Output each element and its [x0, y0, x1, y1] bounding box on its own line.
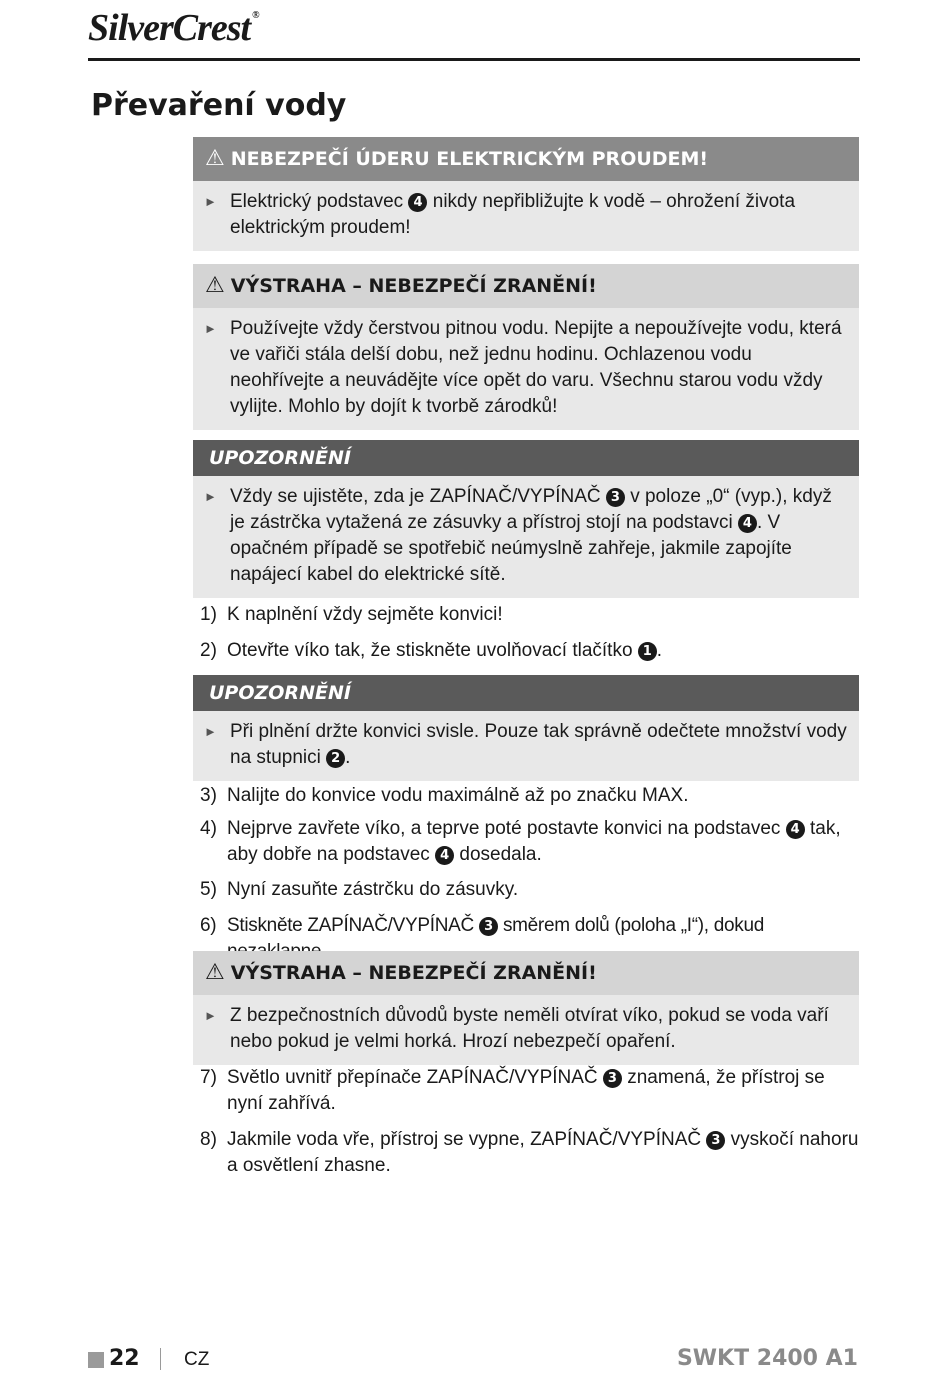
warning-body: ► Z bezpečnostních důvodů byste neměli otvírat víko, pokud se voda vaří nebo pokud je velmi horká. Hrozí nebezpečí opaření. — [204, 1005, 829, 1052]
warning-heading-text: VÝSTRAHA – NEBEZPEČÍ ZRANĚNÍ! — [230, 275, 597, 297]
warning-triangle-icon: ⚠ — [205, 960, 225, 985]
step-number: 4) — [200, 818, 217, 839]
ref-number-badge: 3 — [479, 917, 498, 936]
warning-heading — [193, 951, 859, 995]
warning-triangle-icon: ⚠ — [205, 273, 225, 298]
registered-mark: ® — [252, 10, 259, 21]
notice-body: ► Vždy se ujistěte, zda je ZAPÍNAČ/VYPÍNAČ 3 v poloze „0“ (vyp.), když je zástrčka vytažená ze zásuvky a přístroj stojí na podstavci 4 . V opačném případě se spotřebič neúmyslně zahřeje, jakmile zapojíte napájecí kabel do elektrické sítě. — [204, 486, 832, 585]
ref-number-badge: 3 — [606, 488, 625, 507]
brand-logo — [88, 6, 259, 50]
page-header — [88, 6, 860, 61]
ref-number-badge: 4 — [435, 846, 454, 865]
danger-heading — [193, 137, 859, 181]
notice-box — [193, 440, 859, 598]
step-number: 6) — [200, 915, 217, 936]
notice-heading: UPOZORNĚNÍ — [193, 440, 859, 476]
ref-number-badge: 1 — [638, 642, 657, 661]
step-number: 1) — [200, 604, 217, 625]
notice-heading: UPOZORNĚNÍ — [193, 675, 859, 711]
page-number: 22 — [109, 1346, 140, 1371]
footer-square-marker — [88, 1352, 104, 1368]
step-2: 2) Otevřte víko tak, že stiskněte uvolňovací tlačítko 1 . — [200, 638, 864, 664]
ref-number-badge: 3 — [603, 1069, 622, 1088]
bullet-arrow-icon: ► — [204, 489, 217, 504]
language-code: CZ — [184, 1349, 210, 1370]
warning-heading — [193, 264, 859, 308]
ref-number-badge: 4 — [408, 193, 427, 212]
step-text: Nyní zasuňte zástrčku do zásuvky. — [227, 879, 519, 900]
bullet-arrow-icon: ► — [204, 321, 217, 336]
warning-heading-text: VÝSTRAHA – NEBEZPEČÍ ZRANĚNÍ! — [230, 962, 597, 984]
step-text: K naplnění vždy sejměte konvici! — [227, 604, 503, 625]
ref-number-badge: 4 — [738, 514, 757, 533]
danger-body: ► Elektrický podstavec 4 nikdy nepřibližujte k vodě – ohrožení života elektrickým proudem! — [204, 191, 796, 238]
brand-name: SilverCrest — [88, 7, 251, 49]
step-5 — [200, 877, 864, 903]
page-title: Převaření vody — [91, 88, 347, 123]
step-text: Nalijte do konvice vodu maximálně až po značku MAX. — [227, 785, 689, 806]
ref-number-badge: 3 — [706, 1131, 725, 1150]
step-number: 3) — [200, 785, 217, 806]
warning-box — [193, 951, 859, 1065]
step-8: 8) Jakmile voda vře, přístroj se vypne, ZAPÍNAČ/VYPÍNAČ 3 vyskočí nahoru a osvětlení zhasne. — [200, 1129, 859, 1176]
danger-heading-text: NEBEZPEČÍ ÚDERU ELEKTRICKÝM PROUDEM! — [230, 148, 709, 170]
step-1 — [200, 602, 864, 628]
step-7: 7) Světlo uvnitř přepínače ZAPÍNAČ/VYPÍNAČ 3 znamená, že přístroj se nyní zahřívá. — [200, 1067, 825, 1114]
warning-box — [193, 264, 859, 430]
notice-box — [193, 675, 859, 781]
step-number: 7) — [200, 1067, 217, 1088]
warning-triangle-icon: ⚠ — [205, 146, 225, 171]
step-number: 8) — [200, 1129, 217, 1150]
bullet-arrow-icon: ► — [204, 724, 217, 739]
footer-divider — [160, 1348, 161, 1370]
step-number: 5) — [200, 879, 217, 900]
bullet-arrow-icon: ► — [204, 1008, 217, 1023]
step-4: 4) Nejprve zavřete víko, a teprve poté postavte konvici na podstavec 4 tak, aby dobře na podstavec 4 dosedala. — [200, 818, 841, 865]
step-3 — [200, 783, 864, 809]
warning-body: ► Používejte vždy čerstvou pitnou vodu. Nepijte a nepoužívejte vodu, která ve vařiči stála delší dobu, než jednu hodinu. Ochlazenou vodu neohřívejte a neuvádějte více opět do varu. Všechnu starou vodu vždy vylijte. Mohlo by dojít k tvorbě zárodků! — [204, 318, 842, 417]
step-6: 6) Stiskněte ZAPÍNAČ/VYPÍNAČ 3 směrem dolů (poloha „I“), dokud — [200, 913, 864, 965]
bullet-arrow-icon: ► — [204, 194, 217, 209]
model-number: SWKT 2400 A1 — [676, 1346, 858, 1371]
notice-body: ► Při plnění držte konvici svisle. Pouze tak správně odečtete množství vody na stupnici 2 . — [204, 721, 847, 768]
ref-number-badge: 4 — [786, 820, 805, 839]
ref-number-badge: 2 — [326, 749, 345, 768]
step-number: 2) — [200, 640, 217, 661]
danger-box — [193, 137, 859, 251]
